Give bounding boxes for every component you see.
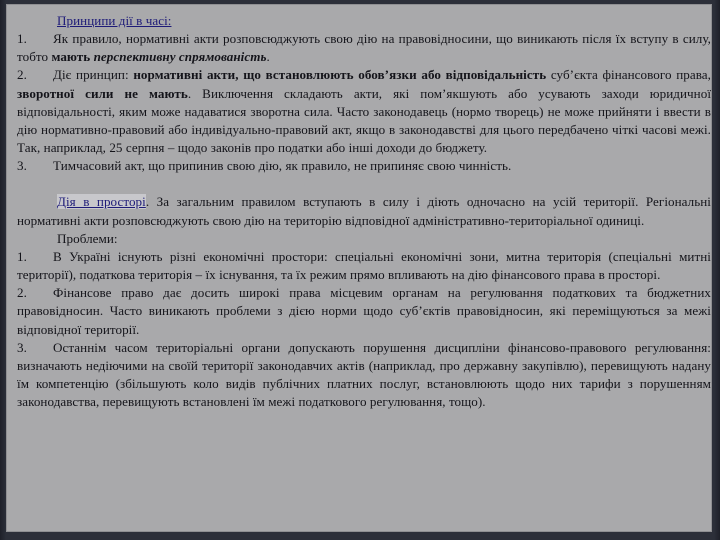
problems-label-line bbox=[17, 230, 711, 248]
time-item-3-number: 3. bbox=[17, 158, 27, 174]
section-gap bbox=[17, 175, 711, 193]
time-item-2-number: 2. bbox=[17, 67, 27, 83]
time-item-2-text-c: . Виключення складають акти, які пом’якшують або усувають заходи юридичної відповідальності, яким може надаватися зворотна сила. Часто законодавець (нормо творець) не може прийняти і ввести в дію нормативно-правовий або індивідуально-правовий акт, якщо в законодавстві для цього передбачено чіткі часові межі. Так, наприклад, 25 серпня – щодо законів про податки або інші доходи до бюджету. bbox=[17, 85, 712, 156]
time-item-2 bbox=[17, 66, 711, 157]
time-item-2-text-a: Діє принцип: bbox=[53, 67, 134, 83]
time-item-3-text: Тимчасовий акт, що припинив свою дію, як правило, не припиняє свою чинність. bbox=[53, 158, 512, 174]
space-item-1 bbox=[17, 248, 711, 284]
time-item-1-text: Як правило, нормативні акти розповсюджують свою дію на правовідносини, що виникають після їх вступу в силу, тобто bbox=[17, 31, 711, 65]
space-item-3 bbox=[17, 339, 711, 412]
time-heading: Принципи дії в часі: bbox=[57, 13, 172, 28]
time-item-2-bold-2: зворотної сили не мають bbox=[17, 85, 188, 101]
space-item-2 bbox=[17, 284, 711, 338]
space-item-3-number: 3. bbox=[17, 339, 27, 355]
time-item-1-end: . bbox=[266, 49, 270, 65]
time-item-1-bold: мають bbox=[51, 49, 94, 65]
time-item-2-bold: нормативні акти, що встановлюють обов’язки або відповідальність bbox=[133, 67, 547, 83]
time-item-3 bbox=[17, 157, 711, 175]
space-heading-paragraph bbox=[17, 193, 711, 229]
time-heading-line bbox=[17, 12, 711, 30]
time-item-1-number: 1. bbox=[17, 31, 27, 47]
space-item-2-number: 2. bbox=[17, 285, 27, 301]
time-item-2-text-b: суб’єкта фінансового права, bbox=[546, 67, 711, 83]
time-item-1 bbox=[17, 30, 711, 66]
space-item-2-text: Фінансове право дає досить широкі права місцевим органам на регулювання податкових та бюджетних правовідносин. Часто виникають проблеми з дією норми щодо суб’єктів правовідносин, які переміщуються за межі відповідної території. bbox=[17, 285, 711, 337]
space-heading-tail: . За загальним правилом вступають в силу і діють одночасно на усій території. Регіональні нормативні акти розповсюджують свою дію на територію відповідної адміністративно-територіальної одиниці. bbox=[17, 194, 711, 228]
problems-label: Проблеми: bbox=[57, 230, 118, 246]
space-heading: Дія в просторі bbox=[57, 194, 146, 210]
space-item-3-text: Останнім часом територіальні органи допускають порушення дисципліни фінансово-правового регулювання: визначають недіючими на своїй території законодавчих актів (наприклад, про державну закупівлю), перевищують надану їм компетенцію (збільшують коло видів публічних платних послуг, встановлюють щодо них тарифи з порушенням законодавства, перевищують встановлені їм межі податкового регулювання, тощо). bbox=[17, 339, 711, 410]
slide-content bbox=[17, 12, 711, 411]
slide-page bbox=[6, 4, 712, 532]
space-item-1-number: 1. bbox=[17, 248, 27, 264]
time-item-1-bold-italic: перспективну спрямованість bbox=[93, 49, 267, 65]
space-item-1-text: В Україні існують різні економічні простори: спеціальні економічні зони, митна територія (спеціальні митні території), податкова територія – їх існування, та їх режим прямо впливають на дію фінансового права в просторі. bbox=[17, 248, 711, 283]
